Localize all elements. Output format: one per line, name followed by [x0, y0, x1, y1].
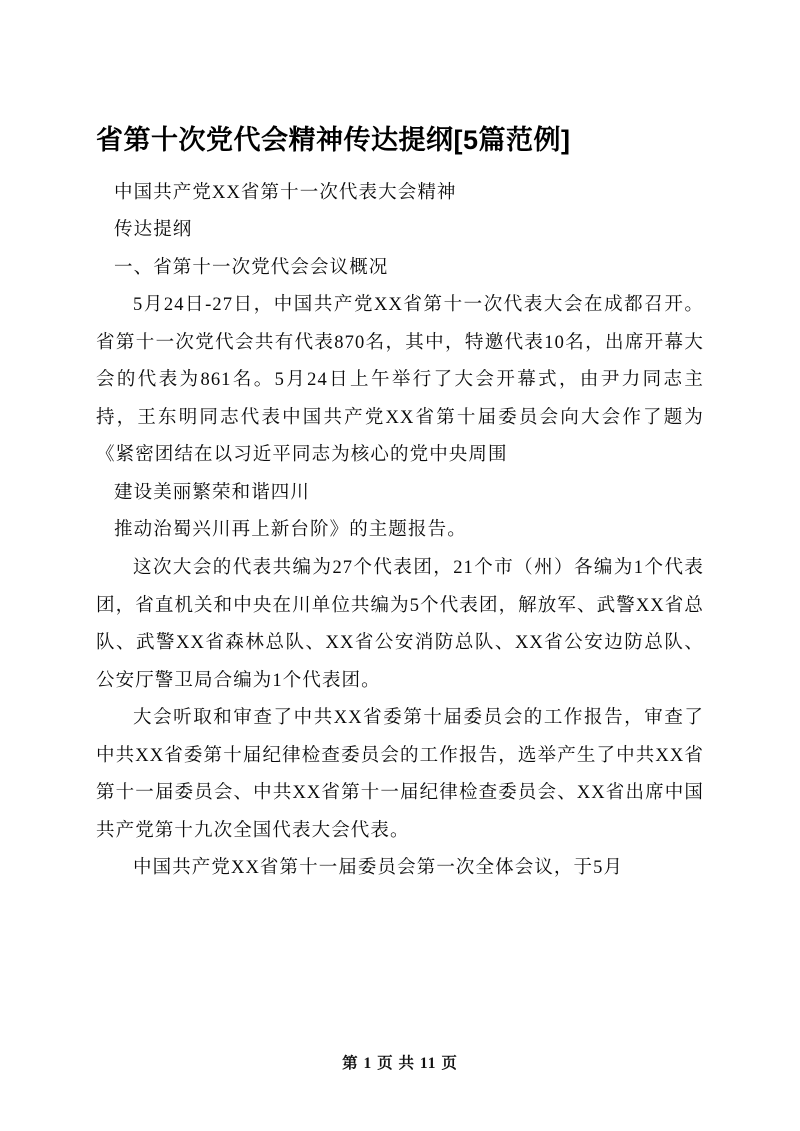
- page-footer: 第 1 页 共 11 页: [342, 1055, 458, 1072]
- paragraph: 建设美丽繁荣和谐四川: [114, 482, 311, 503]
- page-title: 省第十次党代会精神传达提纲[5篇范例]: [96, 125, 571, 155]
- paragraph: 中国共产党XX省第十一届委员会第一次全体会议，于5月: [133, 858, 624, 879]
- paragraph: 一、省第十一次党代会会议概况: [114, 257, 389, 278]
- paragraph: 5月24日-27日，中国共产党XX省第十一次代表大会在成都召开。省第十一次党代会共有代表870名，其中，特邀代表10名，出席开幕大会的代表为861名。5月24日上午举行了大会开幕式，由尹力同志主持，王东明同志代表中国共产党XX省第十届委员会向大会作了题为《紧密团结在以习近平同志为核心的党中央周围: [96, 295, 704, 466]
- paragraph: 大会听取和审查了中共XX省委第十届委员会的工作报告，审查了中共XX省委第十届纪律检查委员会的工作报告，选举产生了中共XX省第十一届委员会、中共XX省第十一届纪律检查委员会、XX省出席中国共产党第十九次全国代表大会代表。: [96, 708, 704, 841]
- paragraph: 传达提纲: [114, 220, 193, 241]
- document-body: [96, 120, 704, 888]
- paragraph: 这次大会的代表共编为27个代表团，21个市（州）各编为1个代表团，省直机关和中央在川单位共编为5个代表团，解放军、武警XX省总队、武警XX省森林总队、XX省公安消防总队、XX省公安边防总队、公安厅警卫局合编为1个代表团。: [96, 557, 704, 691]
- paragraph: 中国共产党XX省第十一次代表大会精神: [114, 182, 457, 203]
- paragraph: 推动治蜀兴川再上新台阶》的主题报告。: [114, 520, 467, 541]
